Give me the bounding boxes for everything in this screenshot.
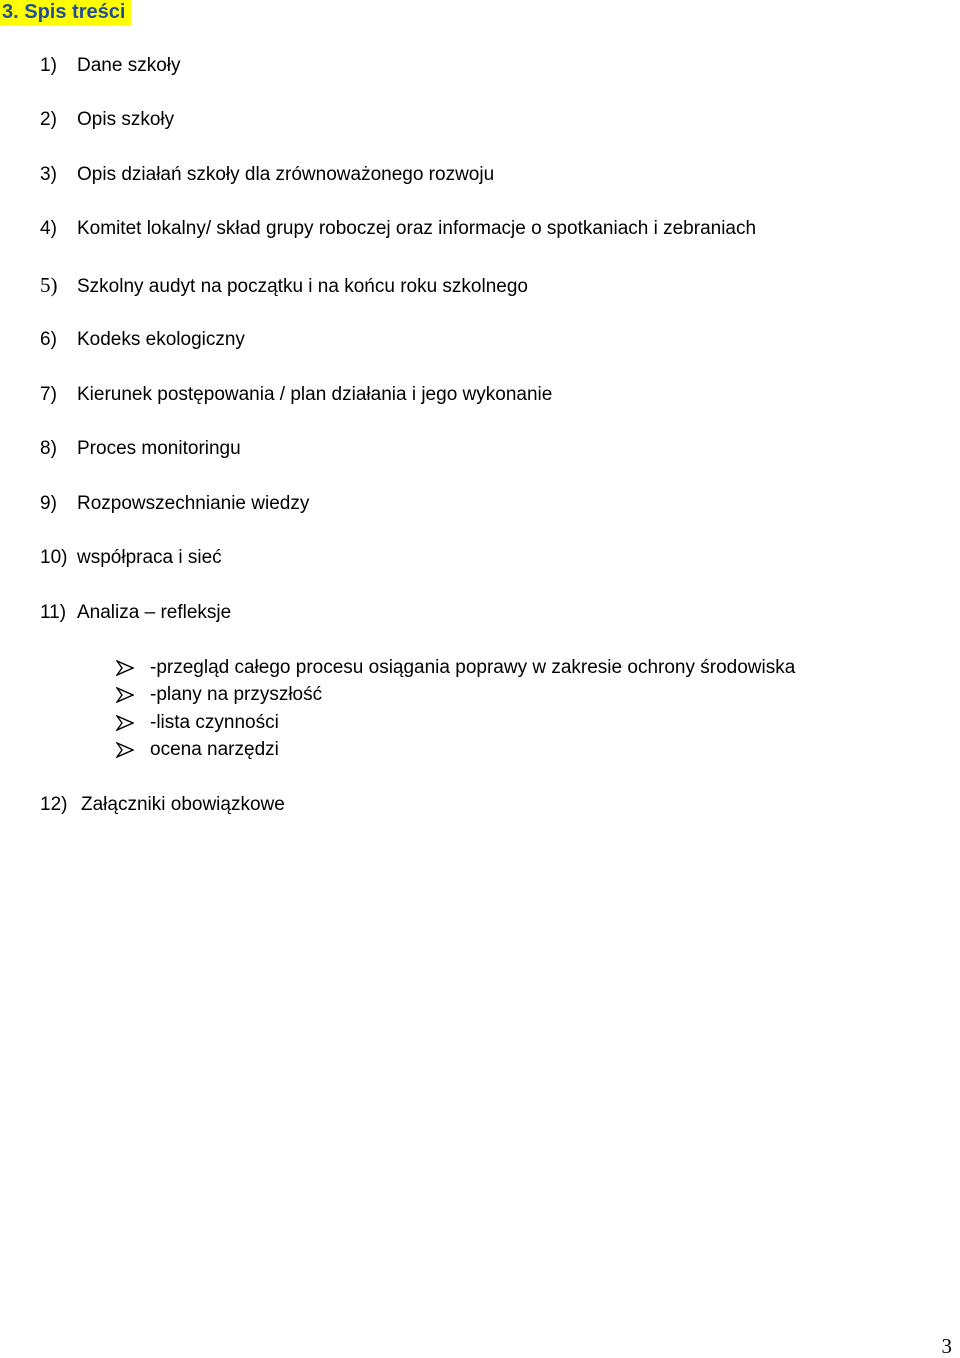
toc-item-number: 4): [40, 218, 57, 239]
toc-item-label: współpraca i sieć: [77, 547, 222, 568]
page-number: 3: [941, 1334, 952, 1358]
toc-item: [40, 492, 309, 516]
toc-item-label: Kierunek postępowania / plan działania i jego wykonanie: [77, 384, 553, 405]
toc-item: [40, 217, 756, 241]
toc-item: [40, 601, 231, 625]
toc-item-number: 1): [40, 55, 57, 76]
toc-item-label: Rozpowszechnianie wiedzy: [77, 493, 310, 514]
toc-item: [40, 328, 245, 352]
sub-list-item: [116, 656, 795, 680]
sub-list-item-label: ocena narzędzi: [150, 739, 279, 760]
toc-item-label: Komitet lokalny/ skład grupy roboczej oraz informacje o spotkaniach i zebraniach: [77, 218, 757, 239]
toc-item-number: 5): [40, 273, 58, 297]
toc-item-label: Dane szkoły: [77, 55, 181, 76]
toc-item-label: Analiza – refleksje: [77, 602, 232, 623]
sub-list-item-label: -przegląd całego procesu osiągania poprawy w zakresie ochrony środowiska: [150, 657, 796, 678]
sub-list-item: [116, 738, 279, 762]
toc-item: [40, 437, 241, 461]
arrow-bullet-icon: [116, 660, 150, 676]
arrow-bullet-icon: [116, 742, 150, 758]
toc-item-number: 8): [40, 438, 57, 459]
toc-item: [40, 273, 528, 299]
toc-item: [40, 54, 181, 78]
sub-list-item-label: -lista czynności: [150, 712, 279, 733]
toc-item-label: Opis szkoły: [77, 109, 175, 130]
toc-item-number: 2): [40, 109, 57, 130]
toc-item-label: Opis działań szkoły dla zrównoważonego rozwoju: [77, 164, 495, 185]
toc-item: [40, 793, 285, 817]
toc-item-number: 6): [40, 329, 57, 350]
toc-item-label: Proces monitoringu: [77, 438, 241, 459]
arrow-bullet-icon: [116, 715, 150, 731]
toc-item-number: 9): [40, 493, 57, 514]
toc-item-number: 12): [40, 794, 68, 815]
section-heading: 3. Spis treści: [0, 0, 131, 26]
toc-item: [40, 108, 174, 132]
toc-item-label: Załączniki obowiązkowe: [81, 794, 285, 815]
sub-list-item: [116, 683, 322, 707]
toc-item-number: 7): [40, 384, 57, 405]
toc-item-label: Szkolny audyt na początku i na końcu roku szkolnego: [77, 276, 528, 297]
toc-item: [40, 546, 222, 570]
arrow-bullet-icon: [116, 687, 150, 703]
toc-item-label: Kodeks ekologiczny: [77, 329, 245, 350]
toc-item: [40, 163, 494, 187]
sub-list-item: [116, 711, 279, 735]
toc-item-number: 3): [40, 164, 57, 185]
toc-item-number: 11): [40, 602, 67, 623]
toc-item-number: 10): [40, 547, 68, 568]
sub-list-item-label: -plany na przyszłość: [150, 684, 323, 705]
toc-item: [40, 383, 552, 407]
